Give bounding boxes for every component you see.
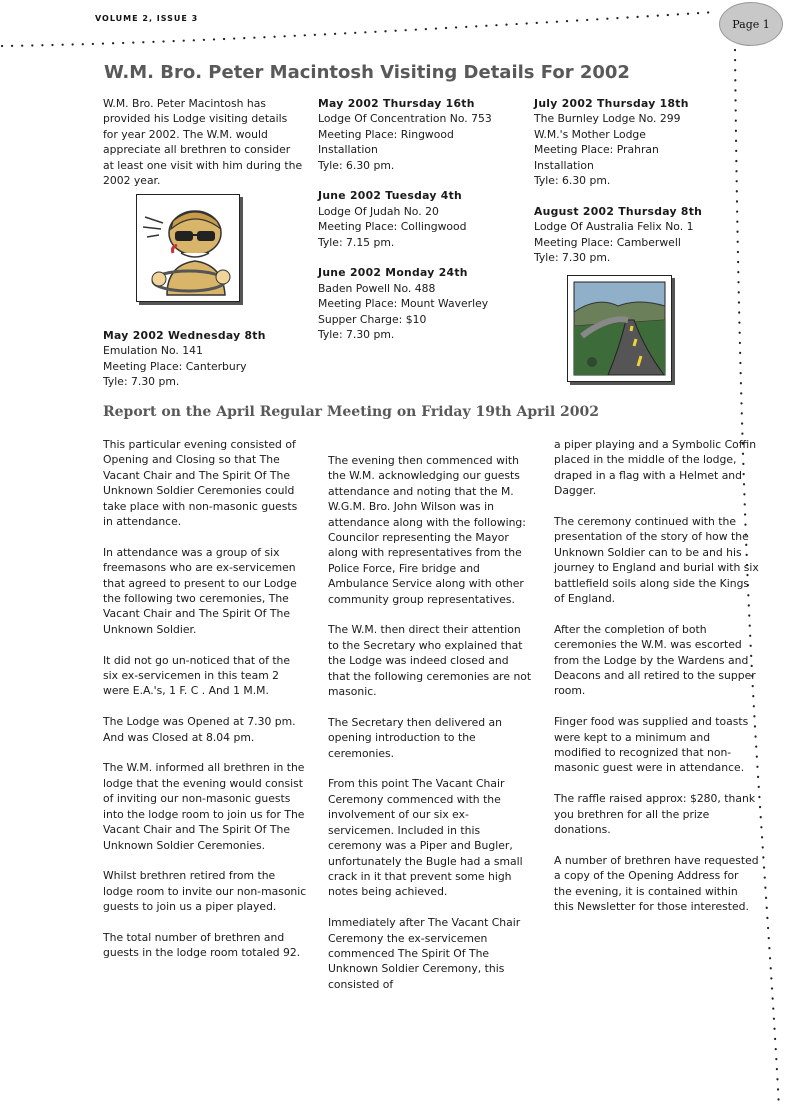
page-number-badge bbox=[719, 2, 783, 46]
driver-clipart-icon bbox=[137, 195, 239, 301]
visit-june-24 bbox=[318, 265, 523, 342]
visit-line: Lodge Of Concentration No. 753 bbox=[318, 112, 492, 126]
report-paragraph: The total number of brethren and guests in the lodge room totaled 92. bbox=[103, 930, 301, 960]
report-paragraph: A number of brethren have requested a copy of the Opening Address for the evening, it is contained within this Newsletter for those interested. bbox=[554, 853, 759, 914]
visit-july-18 bbox=[534, 96, 734, 188]
visiting-title: W.M. Bro. Peter Macintosh Visiting Details For 2002 bbox=[104, 62, 630, 83]
report-paragraph: a piper playing and a Symbolic Coffin placed in the middle of the lodge, draped in a flag with a Helmet and Dagger. bbox=[554, 438, 757, 498]
visit-line: Supper Charge: $10 bbox=[318, 312, 427, 326]
report-paragraph: Finger food was supplied and toasts were kept to a minimum and modified to recognized that non-masonic guest were in attendance. bbox=[554, 715, 749, 775]
report-paragraph: The raffle raised approx: $280, thank you brethren for all the prize donations. bbox=[554, 792, 756, 837]
visit-august-8 bbox=[534, 204, 734, 266]
visit-date: May 2002 Thursday 16th bbox=[318, 97, 475, 110]
report-paragraph: In attendance was a group of six freemasons who are ex-servicemen that agreed to present to our Lodge the following two ceremonies, The Vacant Chair and The Spirit Of The Unknown Soldier. bbox=[103, 545, 297, 636]
report-paragraph: It did not go un-noticed that of the six ex-servicemen in this team 2 were E.A.'s, 1 F. C . And 1 M.M. bbox=[103, 653, 291, 698]
visit-line: Meeting Place: Collingwood bbox=[318, 220, 467, 234]
report-paragraph: Immediately after The Vacant Chair Ceremony the ex-servicemen commenced The Spirit Of The Unknown Soldier Ceremony, this consisted of bbox=[328, 916, 521, 991]
visit-line: Installation bbox=[318, 143, 378, 157]
visit-line: Emulation No. 141 bbox=[103, 344, 203, 358]
visit-line: Lodge Of Judah No. 20 bbox=[318, 204, 439, 218]
visit-line: Tyle: 7.30 pm. bbox=[103, 375, 180, 389]
report-column-2 bbox=[328, 453, 533, 1008]
visit-line: Baden Powell No. 488 bbox=[318, 281, 436, 295]
report-paragraph: The Secretary then delivered an opening introduction to the ceremonies. bbox=[328, 715, 503, 760]
visit-date: June 2002 Monday 24th bbox=[318, 266, 468, 280]
visits-column-3 bbox=[534, 96, 734, 281]
report-column-1 bbox=[103, 437, 308, 976]
driver-clipart bbox=[136, 194, 240, 302]
visit-line: Meeting Place: Prahran bbox=[534, 143, 659, 157]
visit-line: Lodge Of Australia Felix No. 1 bbox=[534, 220, 694, 234]
visit-line: Installation bbox=[534, 158, 594, 172]
report-paragraph: The W.M. then direct their attention to the Secretary who explained that the Lodge was indeed closed and that the following ceremonies are not masonic. bbox=[328, 623, 532, 699]
visit-line: Tyle: 7.30 pm. bbox=[534, 251, 611, 265]
volume-issue: VOLUME 2, ISSUE 3 bbox=[95, 14, 199, 23]
visit-date: August 2002 Thursday 8th bbox=[534, 204, 703, 218]
visit-line: Tyle: 6.30 pm. bbox=[534, 174, 611, 188]
visit-line: Tyle: 7.30 pm. bbox=[318, 328, 395, 342]
visit-date: July 2002 Thursday 18th bbox=[534, 97, 689, 110]
report-title: Report on the April Regular Meeting on Friday 19th April 2002 bbox=[103, 404, 599, 420]
road-clipart bbox=[567, 275, 672, 382]
report-column-3 bbox=[554, 437, 759, 930]
visit-line: Meeting Place: Ringwood bbox=[318, 127, 454, 141]
visit-line: Tyle: 6.30 pm. bbox=[318, 158, 395, 172]
visiting-intro bbox=[103, 96, 303, 204]
visit-date: May 2002 Wednesday 8th bbox=[103, 329, 266, 342]
visit-june-4 bbox=[318, 188, 523, 250]
visit-date: June 2002 Tuesday 4th bbox=[318, 189, 463, 203]
report-paragraph: Whilst brethren retired from the lodge room to invite our non-masonic guests to join us a piper played. bbox=[103, 869, 307, 914]
visit-line: Meeting Place: Canterbury bbox=[103, 359, 247, 373]
report-paragraph: From this point The Vacant Chair Ceremony commenced with the involvement of our six ex-servicemen. Included in this ceremony was a Piper and Bugler, unfortunately the Bugle had a small crack in it that prevent some high notes being achieved. bbox=[328, 777, 523, 899]
page-number-label: Page 1 bbox=[732, 17, 770, 31]
report-paragraph: After the completion of both ceremonies the W.M. was escorted from the Lodge by the Wardens and Deacons and all retired to the supper room. bbox=[554, 622, 756, 698]
road-landscape-clipart-icon bbox=[568, 276, 671, 381]
report-paragraph: The evening then commenced with the W.M. acknowledging our guests attendance and noting that the M. W.G.M. Bro. John Wilson was in attendance along with the following: Councilor representing the Mayor along with representatives from the Police Force, Fire bridge and Ambulance Service along with other community group representatives. bbox=[328, 454, 526, 606]
visit-line: Meeting Place: Camberwell bbox=[534, 235, 681, 249]
report-paragraph: The ceremony continued with the presentation of the story of how the Unknown Soldier can to be and his journey to England and burial with six battlefield soils along side the Kings of England. bbox=[554, 515, 759, 606]
visit-line: W.M.'s Mother Lodge bbox=[534, 127, 646, 141]
report-paragraph: The W.M. informed all brethren in the lodge that the evening would consist of inviting our non-masonic guests into the lodge room to join us for The Vacant Chair and The Spirit Of The Unknown Soldier Ceremonies. bbox=[103, 761, 305, 852]
visit-line: Meeting Place: Mount Waverley bbox=[318, 297, 489, 311]
visits-column-2 bbox=[318, 96, 523, 358]
visit-may-8 bbox=[103, 328, 303, 390]
intro-text: W.M. Bro. Peter Macintosh has provided his Lodge visiting details for year 2002. The W.M. would appreciate all brethren to consider at least one visit with him during the 2002 year. bbox=[103, 97, 303, 188]
report-paragraph: The Lodge was Opened at 7.30 pm. And was Closed at 8.04 pm. bbox=[103, 715, 296, 744]
report-paragraph: This particular evening consisted of Opening and Closing so that The Vacant Chair and The Spirit Of The Unknown Soldier Ceremonies could take place with non-masonic guests in attendance. bbox=[103, 438, 298, 529]
visit-line: Tyle: 7.15 pm. bbox=[318, 235, 395, 249]
visit-line: The Burnley Lodge No. 299 bbox=[534, 112, 681, 126]
visit-may-16 bbox=[318, 96, 523, 173]
